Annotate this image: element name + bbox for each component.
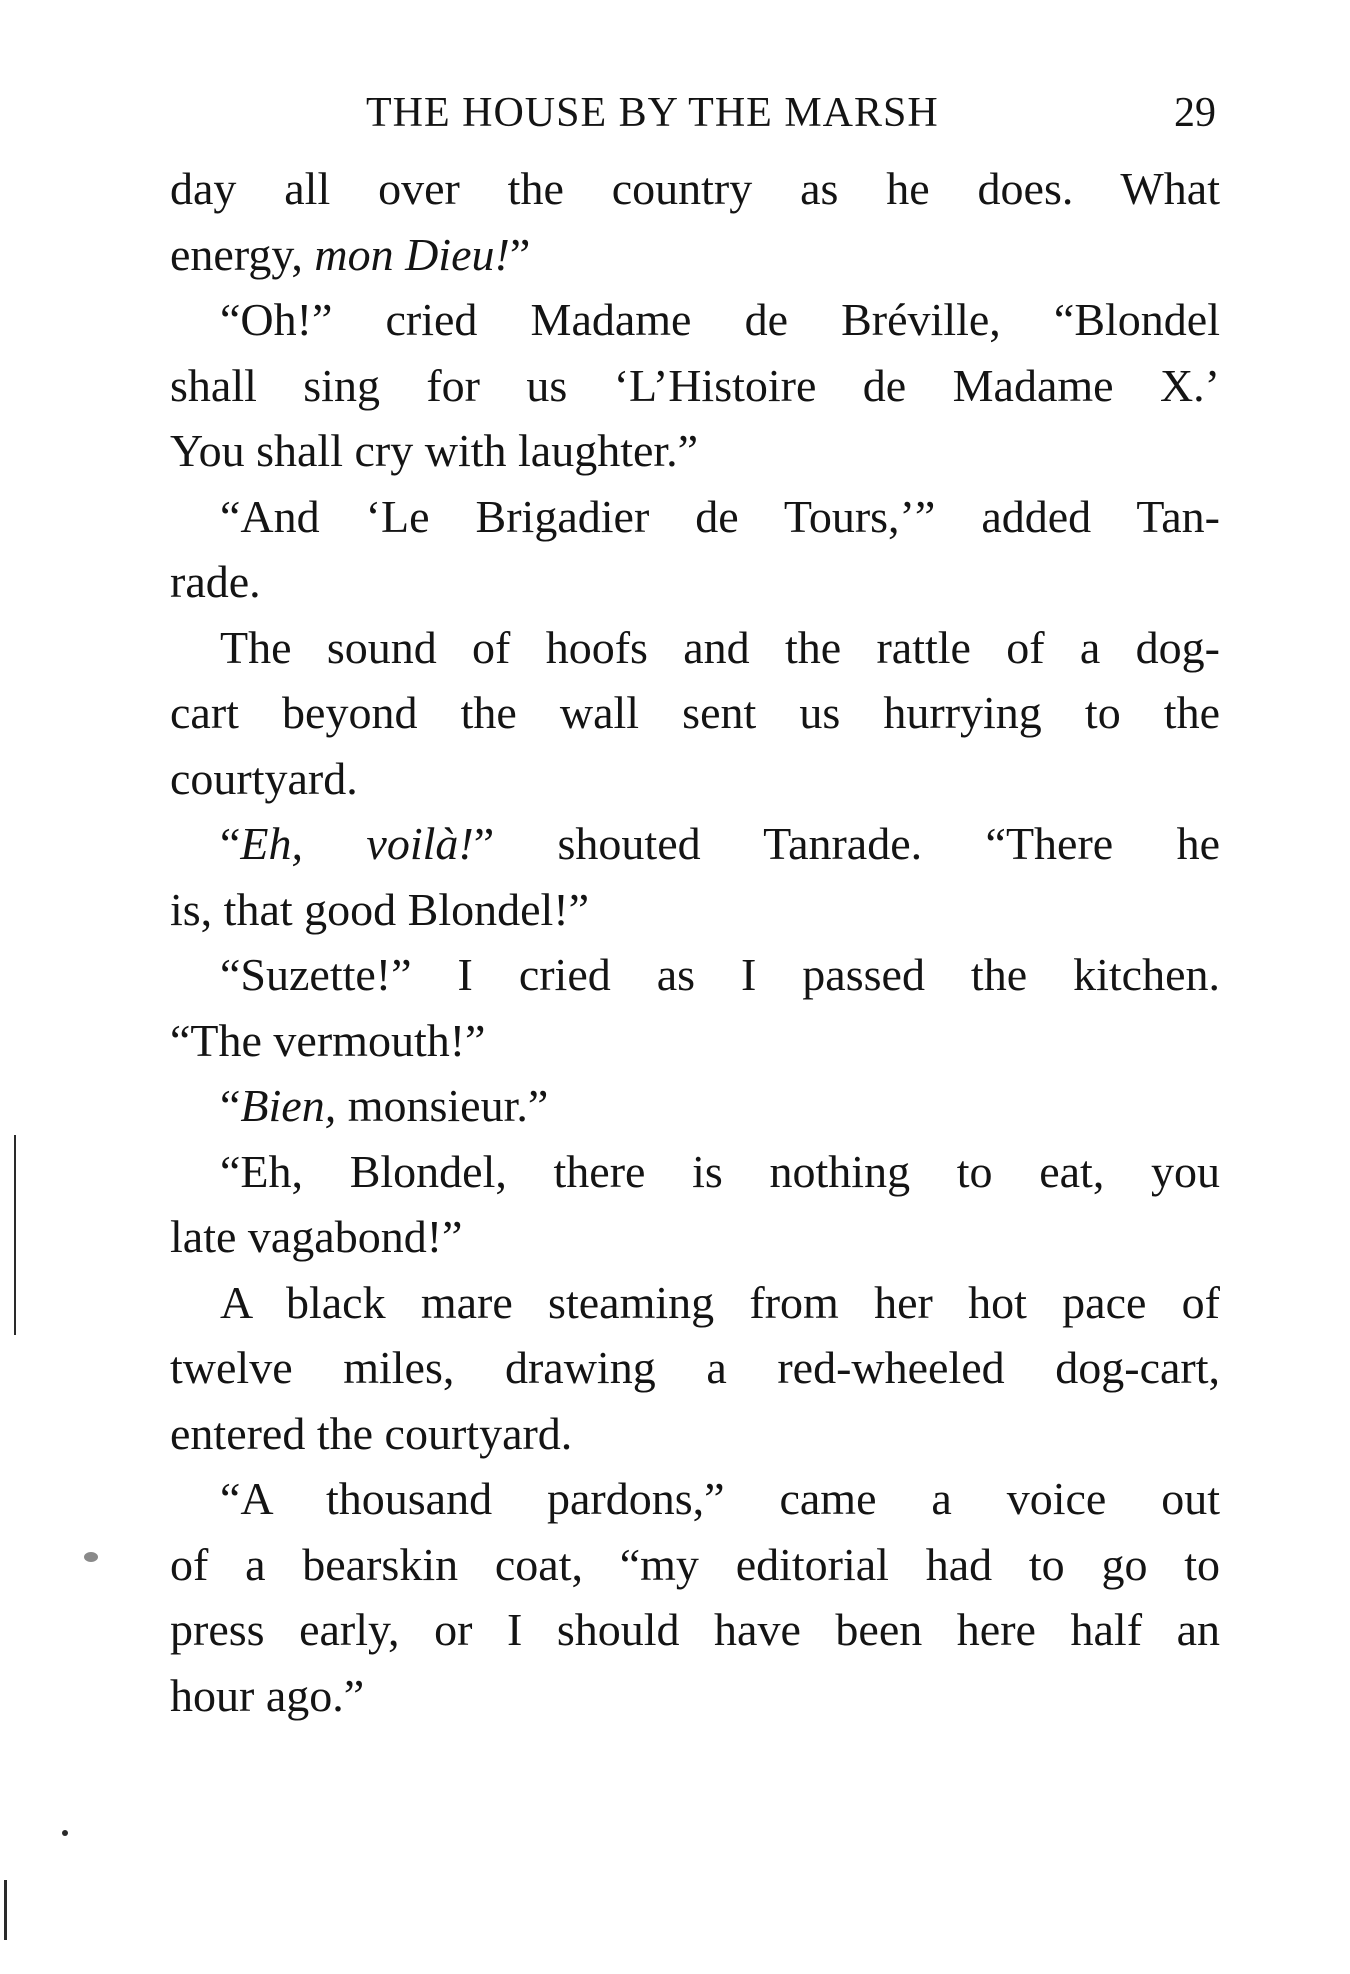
text-line: “Eh, Blondel, there is nothing to eat, you: [220, 1145, 1220, 1197]
text-line: courtyard.: [170, 752, 358, 804]
italic-phrase: Bien,: [240, 1080, 337, 1131]
text-line: “Suzette!” I cried as I passed the kitchen.: [220, 949, 1220, 1000]
text-line: twelve miles, drawing a red-wheeled dog-cart,: [170, 1342, 1220, 1393]
text-line: “And ‘Le Brigadier de Tours,’” added Tan-: [220, 490, 1220, 542]
text-line: “A thousand pardons,” came a voice out: [220, 1473, 1220, 1524]
scan-speck: [62, 1830, 68, 1836]
text-line: is, that good Blondel!”: [170, 883, 590, 935]
text-line: “Bien, monsieur.”: [220, 1080, 549, 1131]
scan-speck: [84, 1552, 98, 1562]
text-line: You shall cry with laughter.”: [170, 425, 699, 476]
text-line: day all over the country as he does. What: [170, 163, 1220, 214]
running-title: THE HOUSE BY THE MARSH: [366, 90, 939, 136]
text-line: hour ago.”: [170, 1669, 365, 1721]
scan-margin-mark: [4, 1880, 7, 1940]
text-line: press early, or I should have been here half an: [170, 1604, 1220, 1655]
text-line: cart beyond the wall sent us hurrying to the: [170, 687, 1220, 738]
text-line: “Oh!” cried Madame de Bréville, “Blondel: [220, 294, 1220, 345]
text-line: “Eh, voilà!” shouted Tanrade. “There he: [220, 818, 1220, 869]
text-line: rade.: [170, 556, 261, 607]
italic-phrase: Eh, voilà!: [240, 818, 474, 869]
page-header: [170, 88, 1220, 138]
italic-phrase: mon Dieu!: [314, 228, 510, 280]
text-line: of a bearskin coat, “my editorial had to go to: [170, 1538, 1220, 1590]
text-line: energy, mon Dieu!”: [170, 228, 531, 280]
text-line: “The vermouth!”: [170, 1014, 486, 1066]
page-number: 29: [1174, 90, 1216, 136]
text-line: entered the courtyard.: [170, 1407, 573, 1459]
text-line: A black mare steaming from her hot pace of: [220, 1276, 1220, 1328]
text-line: The sound of hoofs and the rattle of a dog-: [220, 621, 1220, 673]
text-line: late vagabond!”: [170, 1211, 463, 1262]
text-line: shall sing for us ‘L’Histoire de Madame X.’: [170, 359, 1220, 411]
scan-margin-mark: [14, 1135, 16, 1335]
body-text: [170, 156, 1220, 1728]
